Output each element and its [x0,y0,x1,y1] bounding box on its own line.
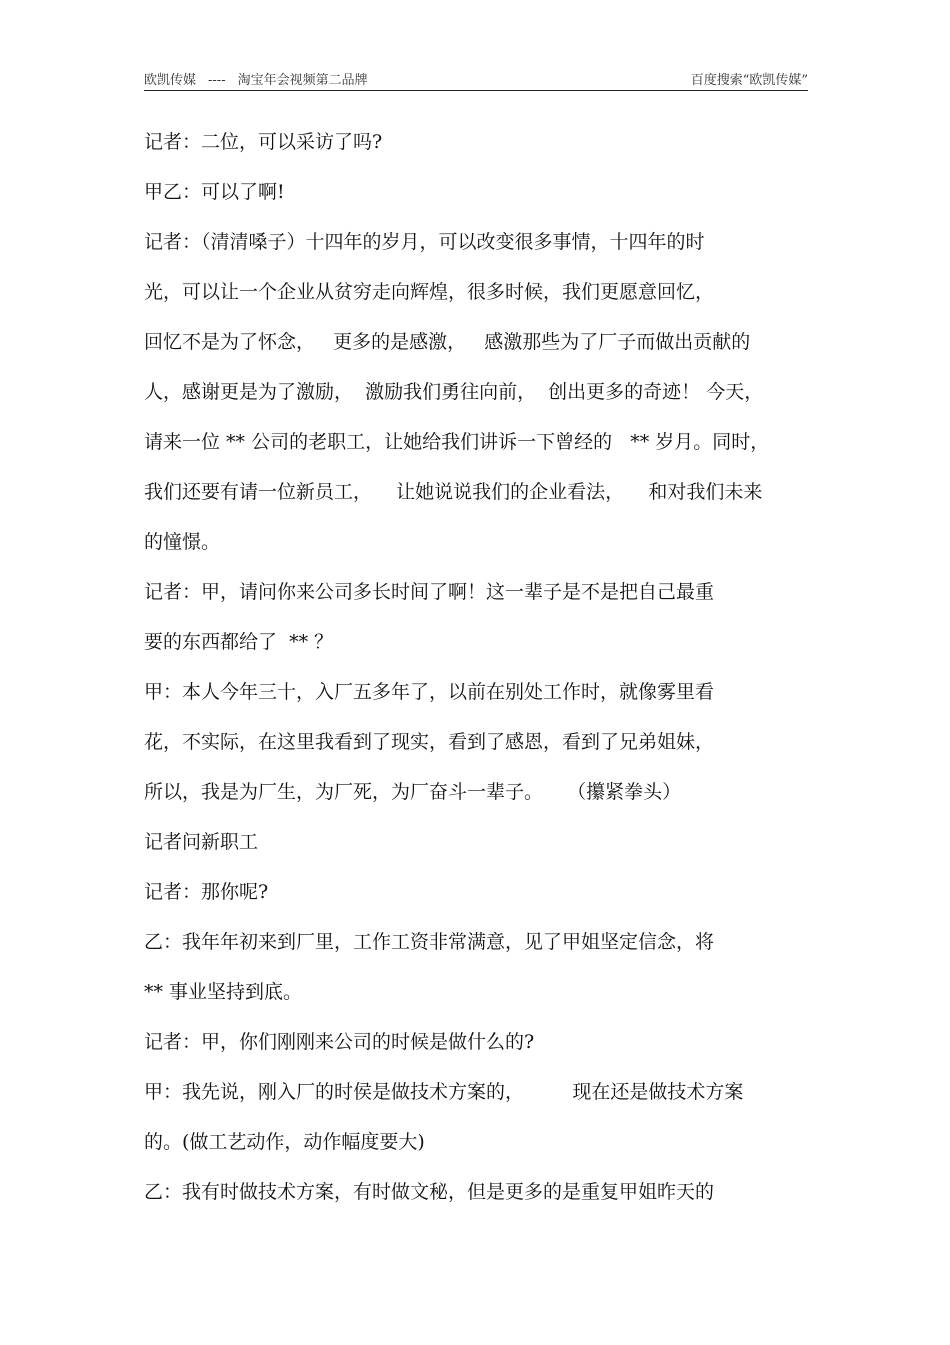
text-line: 要的东西都给了 ** ？ [144,631,334,653]
text-line: 所以，我是为厂生，为厂死，为厂奋斗一辈子。 （攥紧拳头） [144,781,682,803]
header-left [144,69,368,88]
text-line: 记者：甲，请问你来公司多长时间了啊！这一辈子是不是把自己最重 [144,581,715,603]
text-line: 记者：（清清嗓子）十四年的岁月，可以改变很多事情，十四年的时 [144,231,705,253]
header-search-hint: 百度搜索“欧凯传媒” [690,73,808,88]
header-separator: ---- [208,73,226,88]
text-line: 回忆不是为了怀念， 更多的是感激， 感激那些为了厂子而做出贡献的 [144,331,751,353]
text-line: 人，感谢更是为了激励， 激励我们勇往向前， 创出更多的奇迹！ 今天， [144,381,764,403]
text-line: 乙：我年年初来到厂里，工作工资非常满意，见了甲姐坚定信念，将 [144,931,715,953]
text-line: 我们还要有请一位新员工， 让她说说我们的企业看法， 和对我们未来 [144,481,763,503]
text-line: 的。(做工艺动作，动作幅度要大) [144,1131,425,1153]
brand-name: 欧凯传媒 [144,73,197,88]
text-line: 记者：甲，你们刚刚来公司的时候是做什么的? [144,1031,535,1053]
text-line: 甲：我先说，刚入厂的时侯是做技术方案的， 现在还是做技术方案 [144,1081,744,1103]
text-line: 甲：本人今年三十，入厂五多年了，以前在别处工作时，就像雾里看 [144,681,715,703]
document-body [144,127,808,1227]
text-line: 请来一位 ** 公司的老职工，让她给我们讲诉一下曾经的 ** 岁月。同时， [144,431,770,453]
page-header [144,64,808,91]
header-tagline: 淘宝年会视频第二品牌 [237,73,368,88]
text-line: ** 事业坚持到底。 [144,981,303,1003]
text-line: 记者问新职工 [144,831,259,853]
text-line: 乙：我有时做技术方案，有时做文秘，但是更多的是重复甲姐昨天的 [144,1181,715,1203]
text-line: 甲乙：可以了啊! [144,181,285,203]
text-line: 记者：二位，可以采访了吗? [144,131,383,153]
text-line: 花，不实际，在这里我看到了现实，看到了感恩，看到了兄弟姐妹， [144,731,715,753]
text-line: 光，可以让一个企业从贫穷走向辉煌，很多时候，我们更愿意回忆， [144,281,715,303]
text-line: 的憧憬。 [144,531,221,553]
text-line: 记者：那你呢? [144,881,269,903]
